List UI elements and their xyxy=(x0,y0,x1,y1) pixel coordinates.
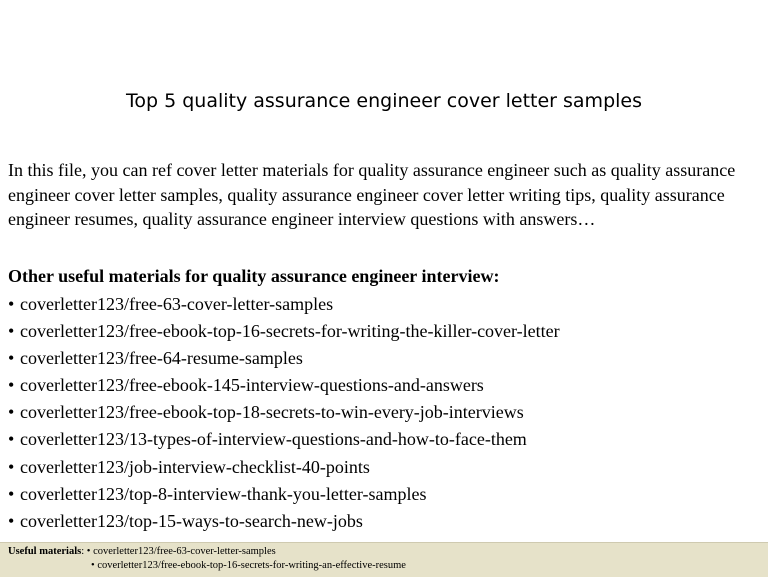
slide-title: Top 5 quality assurance engineer cover letter samples xyxy=(125,90,642,112)
list-item[interactable] xyxy=(8,347,560,374)
bullet: • xyxy=(8,294,15,314)
list-item[interactable] xyxy=(8,374,560,401)
bullet: • xyxy=(8,321,15,342)
link-text[interactable]: coverletter123/13-types-of-interview-questions-and-how-to-face-them xyxy=(20,429,527,450)
bullet: • xyxy=(8,456,15,477)
link-text[interactable]: coverletter123/free-64-resume-samples xyxy=(20,348,303,369)
link-text[interactable]: coverletter123/free-ebook-top-18-secrets-to-win-every-job-interviews xyxy=(20,402,524,423)
list-item[interactable] xyxy=(8,320,560,347)
bullet: • xyxy=(8,402,15,423)
footer-bullet: • xyxy=(86,546,91,557)
footer-row xyxy=(8,546,276,557)
bullet: • xyxy=(8,348,15,369)
link-text[interactable]: coverletter123/job-interview-checklist-40-points xyxy=(20,456,370,477)
footer-bar xyxy=(0,542,768,577)
intro-paragraph: In this file, you can ref cover letter materials for quality assurance engineer such as quality assurance engineer cover letter samples, quality assurance engineer cover letter writing tips, quality assurance engineer resumes, quality assurance engineer interview questions with answers… xyxy=(8,160,736,229)
bullet: • xyxy=(8,483,15,504)
link-text[interactable]: coverletter123/top-8-interview-thank-you-letter-samples xyxy=(20,483,427,504)
list-item[interactable] xyxy=(8,293,560,320)
footer-row xyxy=(91,560,406,571)
footer-separator: : xyxy=(81,546,85,557)
list-item[interactable] xyxy=(8,401,560,428)
bullet: • xyxy=(8,375,15,396)
list-item[interactable] xyxy=(8,510,560,537)
bullet: • xyxy=(8,510,15,531)
footer-link[interactable]: coverletter123/free-63-cover-letter-samples xyxy=(93,546,276,557)
list-item[interactable] xyxy=(8,456,560,483)
link-text[interactable]: coverletter123/free-ebook-top-16-secrets-for-writing-the-killer-cover-letter xyxy=(20,321,560,342)
materials-list xyxy=(8,293,560,537)
link-text[interactable]: coverletter123/free-ebook-145-interview-questions-and-answers xyxy=(20,375,484,396)
link-text[interactable]: coverletter123/top-15-ways-to-search-new-jobs xyxy=(20,510,363,531)
bullet: • xyxy=(8,429,15,450)
footer-link[interactable]: coverletter123/free-ebook-top-16-secrets-for-writing-an-effective-resume xyxy=(97,560,406,571)
footer-label: Useful materials xyxy=(8,546,82,557)
footer-bullet: • xyxy=(91,560,95,571)
list-item[interactable] xyxy=(8,428,560,455)
materials-heading: Other useful materials for quality assurance engineer interview: xyxy=(8,266,500,286)
list-item[interactable] xyxy=(8,483,560,510)
link-text[interactable]: coverletter123/free-63-cover-letter-samples xyxy=(20,294,334,314)
